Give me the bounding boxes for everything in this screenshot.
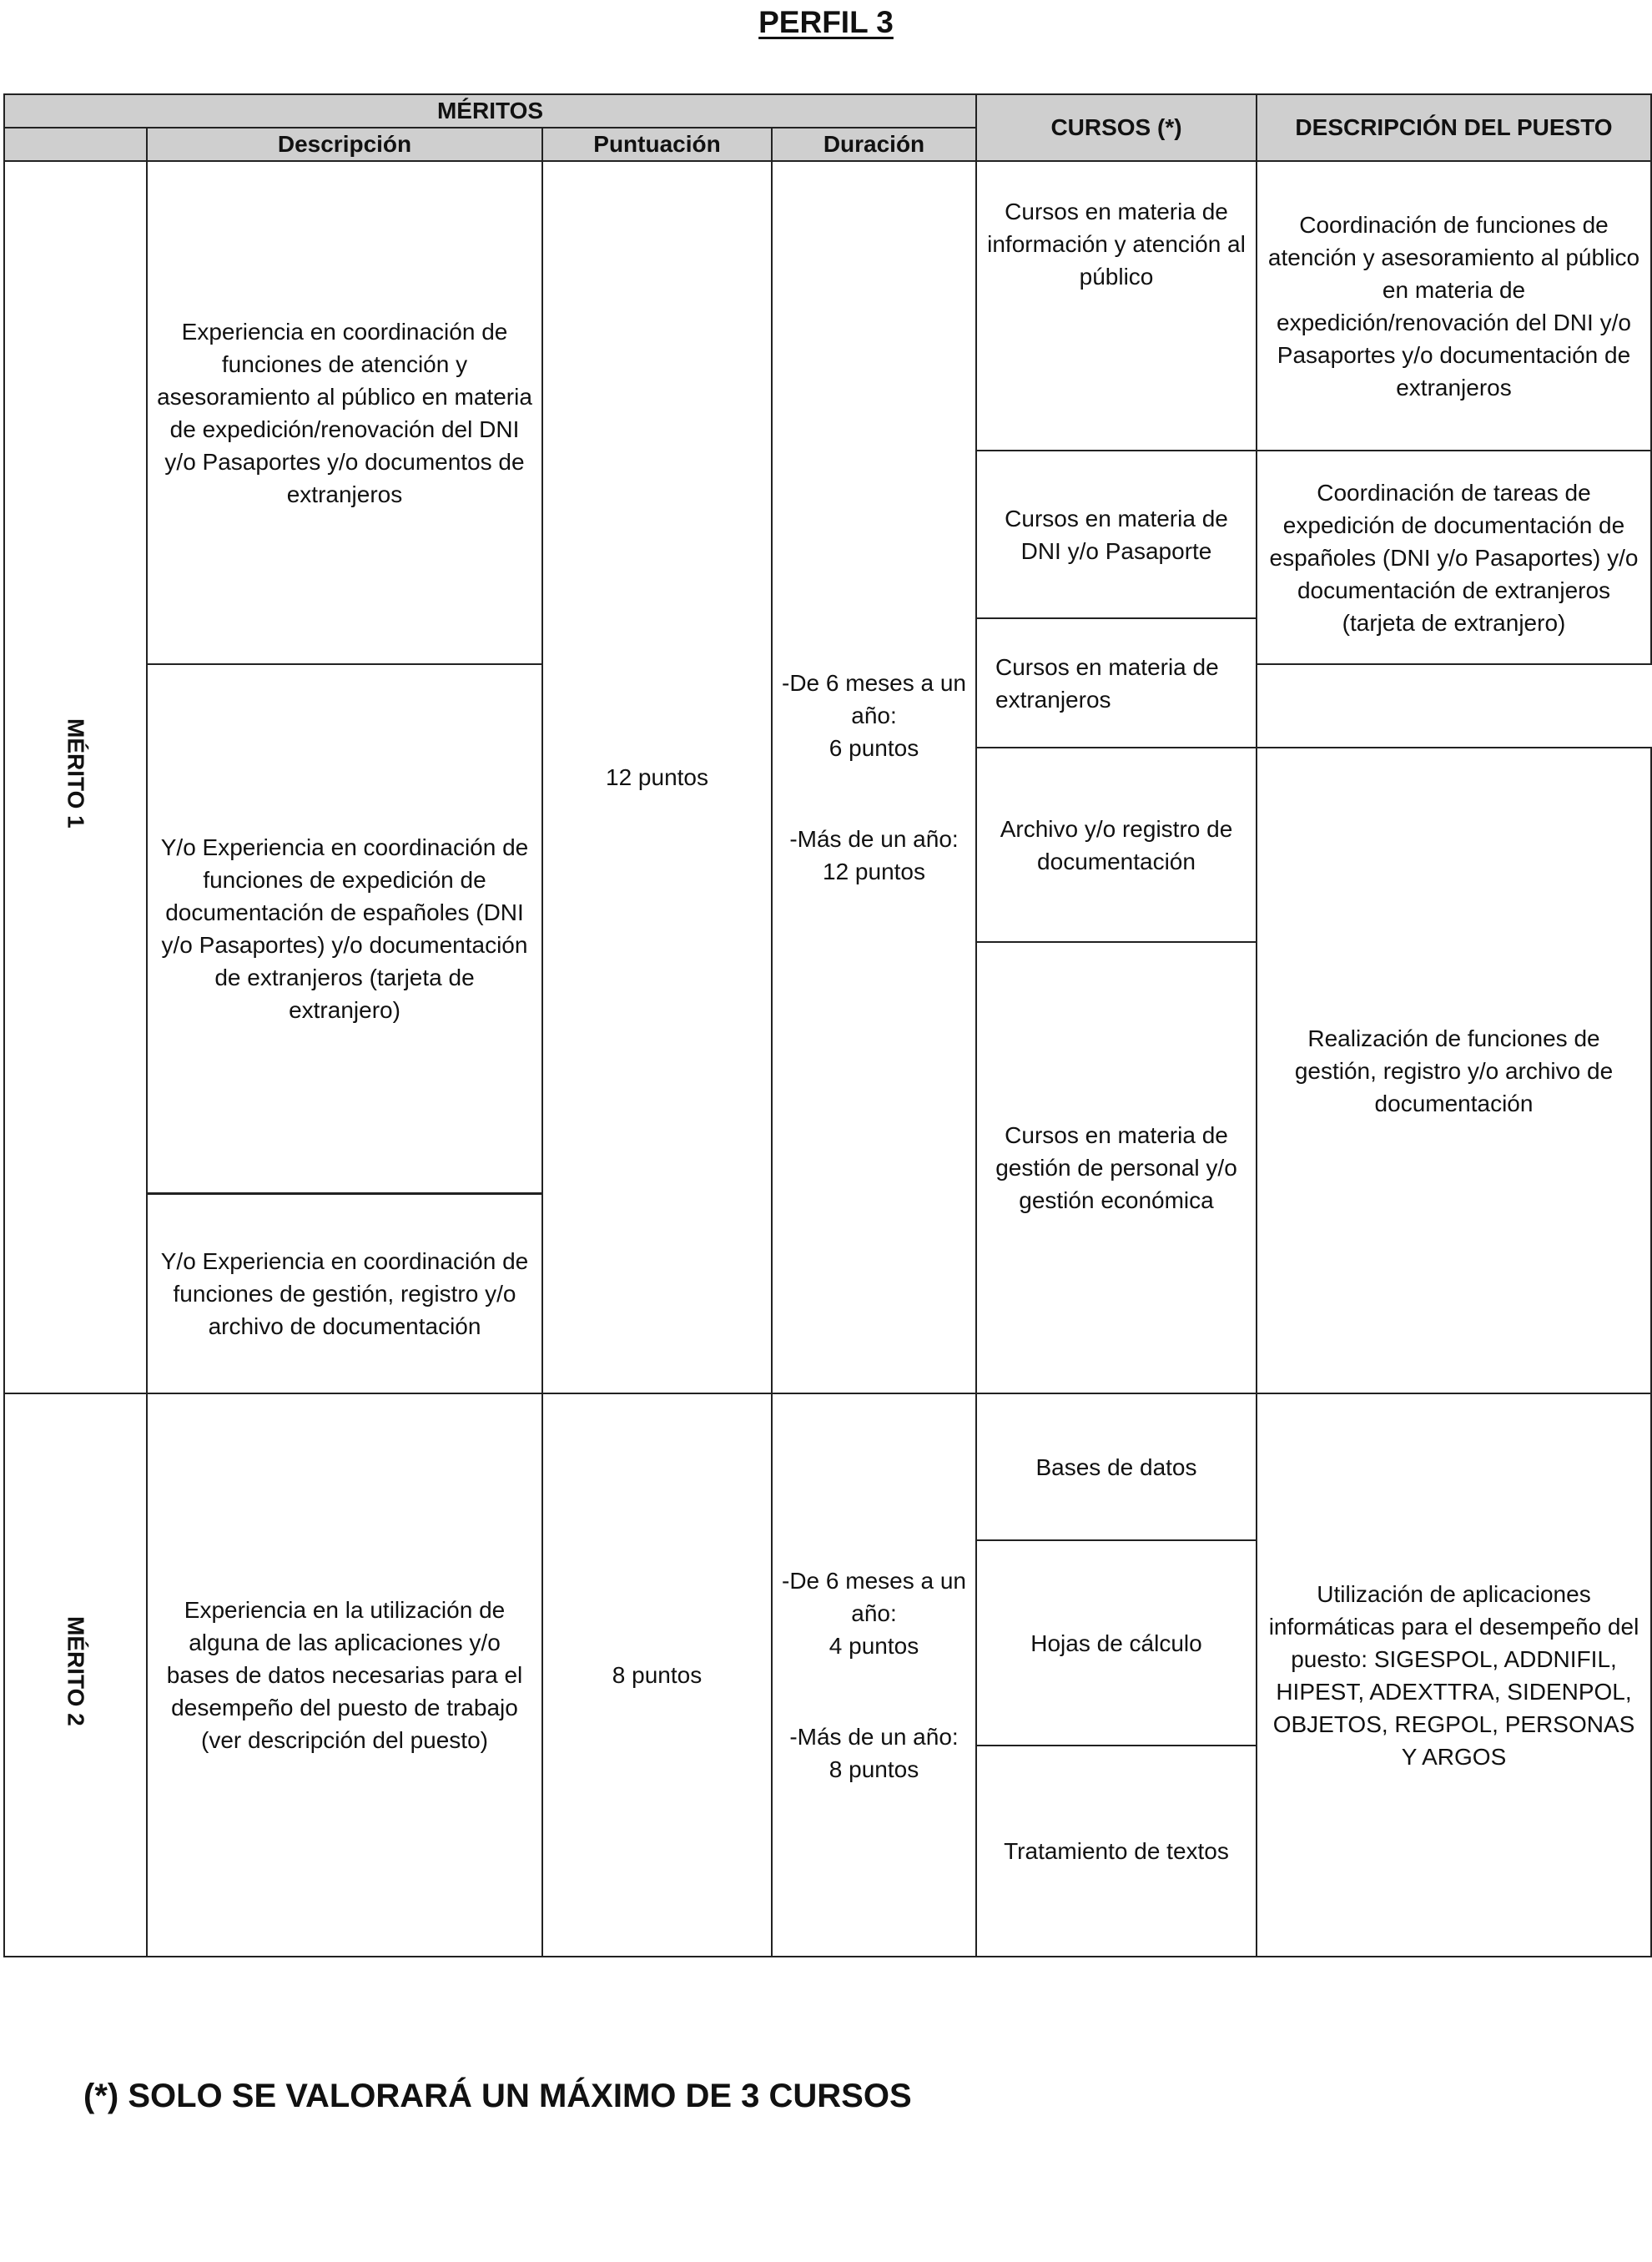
merito2-duracion-puntos-2: 8 puntos xyxy=(829,1756,919,1782)
spacer xyxy=(781,1662,967,1720)
merito2-descripcion: Experiencia en la utilización de alguna de las aplicaciones y/o bases de datos necesarias para el desempeño del puesto de trabajo (ver descripción del puesto) xyxy=(147,1393,542,1957)
merito1-curso-4: Archivo y/o registro de documentación xyxy=(976,748,1257,942)
merito1-descripcion-1: Experiencia en coordinación de funciones de atención y asesoramiento al público en materia de expedición/renovación del DNI y/o Pasaportes y/o documentos de extranjeros xyxy=(147,161,542,664)
merito1-descripcion-2: Y/o Experiencia en coordinación de funciones de expedición de documentación de españoles (DNI y/o Pasaportes) y/o documentación de extranjeros (tarjeta de extranjero) xyxy=(147,664,542,1193)
merito2-row-a xyxy=(4,1393,1651,1540)
merito1-label-cell xyxy=(4,161,147,1393)
merito2-puesto: Utilización de aplicaciones informáticas para el desempeño del puesto: SIGESPOL, ADDNIFIL, HIPEST, ADEXTTRA, SIDENPOL, OBJETOS, REGPOL, PERSONAS Y ARGOS xyxy=(1257,1393,1651,1957)
merito1-puesto-1: Coordinación de funciones de atención y asesoramiento al público en materia de expedición/renovación del DNI y/o Pasaportes y/o documentación de extranjeros xyxy=(1257,161,1651,451)
meritos-table xyxy=(3,93,1652,1957)
header-descripcion-puesto: DESCRIPCIÓN DEL PUESTO xyxy=(1257,94,1651,161)
spacer xyxy=(781,764,967,823)
merito1-duracion-tramo-2: -Más de un año: xyxy=(789,826,959,852)
merito1-curso-3: Cursos en materia de extranjeros xyxy=(976,618,1257,748)
header-meritos: MÉRITOS xyxy=(4,94,976,128)
merito2-duracion-puntos-1: 4 puntos xyxy=(829,1633,919,1659)
merito2-label-cell xyxy=(4,1393,147,1957)
merito1-duracion-tramo-1: -De 6 meses a un año: xyxy=(782,670,966,728)
merito1-duracion-puntos-2: 12 puntos xyxy=(823,859,925,884)
merito2-curso-3: Tratamiento de textos xyxy=(976,1746,1257,1957)
merito1-curso-2: Cursos en materia de DNI y/o Pasaporte xyxy=(976,451,1257,618)
header-blank xyxy=(4,128,147,161)
merito1-puntuacion: 12 puntos xyxy=(542,161,772,1393)
merito2-curso-2: Hojas de cálculo xyxy=(976,1540,1257,1746)
merito2-duracion xyxy=(772,1393,976,1957)
merito2-puntuacion: 8 puntos xyxy=(542,1393,772,1957)
merito1-puesto-2: Coordinación de tareas de expedición de documentación de españoles (DNI y/o Pasaportes) y/o documentación de extranjeros (tarjeta de extranjero) xyxy=(1257,451,1651,664)
merito2-curso-1: Bases de datos xyxy=(976,1393,1257,1540)
merito2-duracion-tramo-1: -De 6 meses a un año: xyxy=(782,1568,966,1626)
merito1-descripcion-3: Y/o Experiencia en coordinación de funciones de gestión, registro y/o archivo de documentación xyxy=(147,1194,542,1393)
header-puntuacion: Puntuación xyxy=(542,128,772,161)
merito2-duracion-tramo-2: -Más de un año: xyxy=(789,1724,959,1750)
merito1-row-a xyxy=(4,161,1651,451)
page-title: PERFIL 3 xyxy=(758,5,894,39)
merito1-curso-1: Cursos en materia de información y atención al público xyxy=(976,161,1257,451)
merito1-duracion-puntos-1: 6 puntos xyxy=(829,735,919,761)
header-cursos: CURSOS (*) xyxy=(976,94,1257,161)
merito1-puesto-3: Realización de funciones de gestión, registro y/o archivo de documentación xyxy=(1257,748,1651,1393)
header-descripcion: Descripción xyxy=(147,128,542,161)
header-row-1 xyxy=(4,94,1651,128)
merito1-label: MÉRITO 1 xyxy=(63,718,89,829)
header-duracion: Duración xyxy=(772,128,976,161)
merito1-duracion xyxy=(772,161,976,1393)
merito1-curso-5: Cursos en materia de gestión de personal y/o gestión económica xyxy=(976,942,1257,1393)
merito2-label: MÉRITO 2 xyxy=(63,1615,89,1726)
footnote: (*) SOLO SE VALORARÁ UN MÁXIMO DE 3 CURSOS xyxy=(83,2078,912,2114)
